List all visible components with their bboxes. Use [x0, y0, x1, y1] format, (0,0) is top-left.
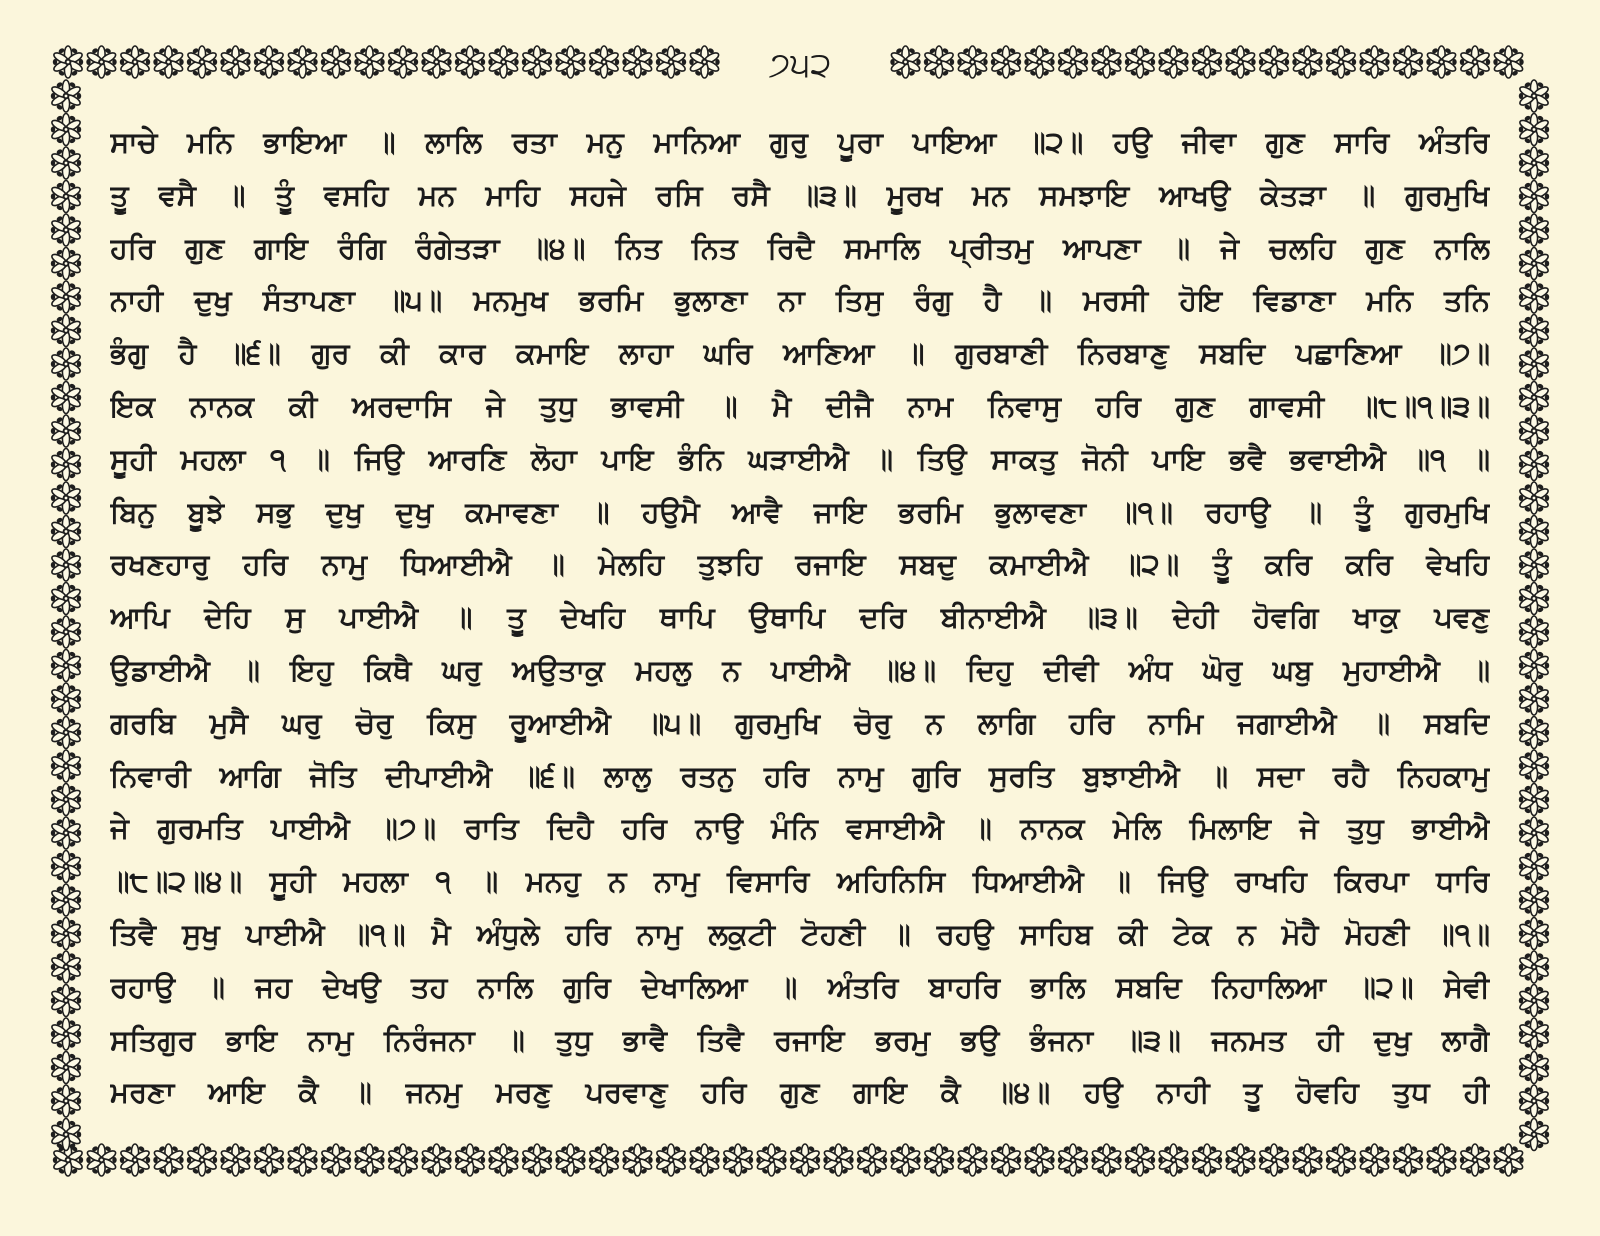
border-flower	[1518, 1052, 1549, 1084]
border-flower	[856, 1144, 887, 1176]
text-line: ਭੰਗੁ ਹੈ ॥੬॥ ਗੁਰ ਕੀ ਕਾਰ ਕਮਾਇ ਲਾਹਾ ਘਰਿ ਆਣਿਆ ॥ ਗੁਰਬਾਣੀ ਨਿਰਬਾਣੁ ਸਬਦਿ ਪਛਾਣਿਆ ॥੭॥	[110, 336, 1490, 371]
border-flower	[50, 616, 81, 648]
border-flower	[50, 181, 81, 213]
border-flower	[1024, 1144, 1055, 1176]
text-line: ਤਿਵੈ ਸੁਖੁ ਪਾਈਐ ॥੧॥ ਮੈ ਅੰਧੁਲੇ ਹਰਿ ਨਾਮੁ ਲਕੁਟੀ ਟੋਹਣੀ ॥ ਰਹਉ ਸਾਹਿਬ ਕੀ ਟੇਕ ਨ ਮੋਹੈ ਮੋਹਣੀ ॥੧॥	[110, 916, 1490, 951]
border-flower	[50, 214, 81, 246]
border-flower	[1518, 382, 1549, 414]
border-flower	[186, 1144, 217, 1176]
border-flower	[1518, 1018, 1549, 1050]
border-flower	[50, 482, 81, 514]
border-flower	[1359, 46, 1390, 78]
border-flower	[1292, 46, 1323, 78]
text-line: ਆਪਿ ਦੇਹਿ ਸੁ ਪਾਈਐ ॥ ਤੂ ਦੇਖਹਿ ਥਾਪਿ ਉਥਾਪਿ ਦਰਿ ਬੀਨਾਈਐ ॥੩॥ ਦੇਹੀ ਹੋਵਗਿ ਖਾਕੁ ਪਵਣੁ	[110, 600, 1490, 635]
border-flower	[923, 1144, 954, 1176]
border-flower	[1258, 46, 1289, 78]
border-flower	[387, 46, 418, 78]
border-flower	[1518, 248, 1549, 280]
border-flower	[1518, 985, 1549, 1017]
border-flower	[521, 1144, 552, 1176]
border-flower	[689, 1144, 720, 1176]
border-flower	[1518, 750, 1549, 782]
border-flower	[1191, 1144, 1222, 1176]
border-flower	[454, 46, 485, 78]
text-line: ਗਰਬਿ ਮੁਸੈ ਘਰੁ ਚੋਰੁ ਕਿਸੁ ਰੂਆਈਐ ॥੫॥ ਗੁਰਮੁਖਿ ਚੋਰੁ ਨ ਲਾਗਿ ਹਰਿ ਨਾਮਿ ਜਗਾਈਐ ॥ ਸਬਦਿ	[110, 705, 1490, 740]
border-flower	[1518, 650, 1549, 682]
border-flower	[555, 46, 586, 78]
border-flower	[253, 46, 284, 78]
border-flower	[354, 46, 385, 78]
border-flower	[1225, 46, 1256, 78]
border-flower	[50, 1018, 81, 1050]
border-flower	[50, 583, 81, 615]
page-number: ੭੫੨	[730, 40, 870, 90]
text-line: ਰਖਣਹਾਰੁ ਹਰਿ ਨਾਮੁ ਧਿਆਈਐ ॥ ਮੇਲਹਿ ਤੁਝਹਿ ਰਜਾਇ ਸਬਦੁ ਕਮਾਈਐ ॥੨॥ ਤੂੰ ਕਰਿ ਕਰਿ ਵੇਖਹਿ	[110, 547, 1490, 582]
border-flower	[689, 46, 720, 78]
border-flower	[1292, 1144, 1323, 1176]
border-flower	[1518, 851, 1549, 883]
border-flower	[488, 1144, 519, 1176]
border-flower	[50, 884, 81, 916]
border-flower	[1158, 1144, 1189, 1176]
border-flower	[756, 1144, 787, 1176]
border-flower	[50, 80, 81, 112]
border-flower	[50, 750, 81, 782]
border-flower	[722, 1144, 753, 1176]
border-flower	[287, 1144, 318, 1176]
text-line: ਬਿਨੁ ਬੂਝੇ ਸਭੁ ਦੁਖੁ ਦੁਖੁ ਕਮਾਵਣਾ ॥ ਹਉਮੈ ਆਵੈ ਜਾਇ ਭਰਮਿ ਭੁਲਾਵਣਾ ॥੧॥ ਰਹਾਉ ॥ ਤੂੰ ਗੁਰਮੁਖਿ	[110, 494, 1490, 529]
text-line: ਨਾਹੀ ਦੁਖੁ ਸੰਤਾਪਣਾ ॥੫॥ ਮਨਮੁਖ ਭਰਮਿ ਭੁਲਾਣਾ ਨਾ ਤਿਸੁ ਰੰਗੁ ਹੈ ॥ ਮਰਸੀ ਹੋਇ ਵਿਡਾਣਾ ਮਨਿ ਤਨਿ	[110, 283, 1490, 318]
border-flower	[1518, 80, 1549, 112]
text-line: ਤੂ ਵਸੈ ॥ ਤੂੰ ਵਸਹਿ ਮਨ ਮਾਹਿ ਸਹਜੇ ਰਸਿ ਰਸੈ ॥੩॥ ਮੂਰਖ ਮਨ ਸਮਝਾਇ ਆਖਉ ਕੇਤੜਾ ॥ ਗੁਰਮੁਖਿ	[110, 177, 1490, 212]
border-flower	[1518, 717, 1549, 749]
border-flower	[354, 1144, 385, 1176]
border-flower	[1057, 1144, 1088, 1176]
text-line: ਉਡਾਈਐ ॥ ਇਹੁ ਕਿਥੈ ਘਰੁ ਅਉਤਾਕੁ ਮਹਲੁ ਨ ਪਾਈਐ ॥੪॥ ਦਿਹੁ ਦੀਵੀ ਅੰਧ ਘੋਰੁ ਘਬੁ ਮੁਹਾਈਐ ॥	[110, 652, 1490, 687]
border-flower	[1493, 1144, 1524, 1176]
text-line: ॥੮॥੨॥੪॥ ਸੂਹੀ ਮਹਲਾ ੧ ॥ ਮਨਹੁ ਨ ਨਾਮੁ ਵਿਸਾਰਿ ਅਹਿਨਿਸਿ ਧਿਆਈਐ ॥ ਜਿਉ ਰਾਖਹਿ ਕਿਰਪਾ ਧਾਰਿ	[110, 864, 1490, 899]
border-flower	[1459, 46, 1490, 78]
scripture-text	[110, 116, 1490, 1110]
border-flower	[1518, 281, 1549, 313]
border-flower	[1392, 46, 1423, 78]
border-flower	[50, 817, 81, 849]
border-flower	[1518, 884, 1549, 916]
border-flower	[52, 46, 83, 78]
border-flower	[50, 1085, 81, 1117]
border-flower	[50, 549, 81, 581]
border-flower	[86, 46, 117, 78]
border-flower	[588, 1144, 619, 1176]
border-flower	[1518, 784, 1549, 816]
border-flower	[50, 683, 81, 715]
border-flower	[1518, 449, 1549, 481]
border-flower	[119, 1144, 150, 1176]
border-flower	[622, 1144, 653, 1176]
border-flower	[50, 415, 81, 447]
border-flower	[1518, 315, 1549, 347]
text-line: ਰਹਾਉ ॥ ਜਹ ਦੇਖਉ ਤਹ ਨਾਲਿ ਗੁਰਿ ਦੇਖਾਲਿਆ ॥ ਅੰਤਰਿ ਬਾਹਰਿ ਭਾਲਿ ਸਬਦਿ ਨਿਹਾਲਿਆ ॥੨॥ ਸੇਵੀ	[110, 969, 1490, 1004]
border-flower	[421, 1144, 452, 1176]
border-flower	[1225, 1144, 1256, 1176]
text-line: ਇਕ ਨਾਨਕ ਕੀ ਅਰਦਾਸਿ ਜੇ ਤੁਧੁ ਭਾਵਸੀ ॥ ਮੈ ਦੀਜੈ ਨਾਮ ਨਿਵਾਸੁ ਹਰਿ ਗੁਣ ਗਾਵਸੀ ॥੮॥੧॥੩॥	[110, 388, 1490, 423]
border-flower	[50, 1119, 81, 1151]
border-flower	[1057, 46, 1088, 78]
text-line: ਜੇ ਗੁਰਮਤਿ ਪਾਈਐ ॥੭॥ ਰਾਤਿ ਦਿਹੈ ਹਰਿ ਨਾਉ ਮੰਨਿ ਵਸਾਈਐ ॥ ਨਾਨਕ ਮੇਲਿ ਮਿਲਾਇ ਜੇ ਤੁਧੁ ਭਾਈਐ	[110, 811, 1490, 846]
border-flower	[50, 114, 81, 146]
border-flower	[119, 46, 150, 78]
text-line: ਸਾਚੇ ਮਨਿ ਭਾਇਆ ॥ ਲਾਲਿ ਰਤਾ ਮਨੁ ਮਾਨਿਆ ਗੁਰੁ ਪੂਰਾ ਪਾਇਆ ॥੨॥ ਹਉ ਜੀਵਾ ਗੁਣ ਸਾਰਿ ਅੰਤਰਿ	[110, 125, 1490, 159]
border-flower	[1359, 1144, 1390, 1176]
border-flower	[789, 1144, 820, 1176]
text-line: ਸਤਿਗੁਰ ਭਾਇ ਨਾਮੁ ਨਿਰੰਜਨਾ ॥ ਤੁਧੁ ਭਾਵੈ ਤਿਵੈ ਰਜਾਇ ਭਰਮੁ ਭਉ ਭੰਜਨਾ ॥੩॥ ਜਨਮਤ ਹੀ ਦੁਖੁ ਲਾਗੈ	[110, 1022, 1490, 1057]
border-flower	[1518, 147, 1549, 179]
border-flower	[1459, 1144, 1490, 1176]
border-flower	[1158, 46, 1189, 78]
border-flower	[421, 46, 452, 78]
border-flower	[923, 46, 954, 78]
border-flower	[50, 851, 81, 883]
border-flower	[50, 281, 81, 313]
border-flower	[50, 951, 81, 983]
border-flower	[1124, 1144, 1155, 1176]
border-flower	[50, 516, 81, 548]
border-flower	[1426, 46, 1457, 78]
border-flower	[1518, 1085, 1549, 1117]
border-flower	[50, 348, 81, 380]
border-flower	[1518, 516, 1549, 548]
border-flower	[823, 1144, 854, 1176]
border-flower	[488, 46, 519, 78]
border-flower	[153, 1144, 184, 1176]
border-flower	[1518, 482, 1549, 514]
border-flower	[1518, 817, 1549, 849]
border-flower	[50, 784, 81, 816]
text-line: ਸੂਹੀ ਮਹਲਾ ੧ ॥ ਜਿਉ ਆਰਣਿ ਲੋਹਾ ਪਾਇ ਭੰਨਿ ਘੜਾਈਐ ॥ ਤਿਉ ਸਾਕਤੁ ਜੋਨੀ ਪਾਇ ਭਵੈ ਭਵਾਈਐ ॥੧ ॥	[110, 441, 1490, 476]
border-flower	[1091, 1144, 1122, 1176]
border-flower	[1518, 616, 1549, 648]
border-flower	[890, 1144, 921, 1176]
border-flower	[1091, 46, 1122, 78]
border-flower	[1024, 46, 1055, 78]
border-flower	[990, 46, 1021, 78]
border-flower	[50, 147, 81, 179]
border-flower	[186, 46, 217, 78]
border-flower	[387, 1144, 418, 1176]
border-flower	[50, 985, 81, 1017]
border-flower	[50, 717, 81, 749]
border-flower	[1518, 114, 1549, 146]
border-flower	[890, 46, 921, 78]
border-flower	[50, 248, 81, 280]
border-flower	[1518, 214, 1549, 246]
border-flower	[1325, 46, 1356, 78]
border-flower	[957, 46, 988, 78]
border-flower	[1325, 1144, 1356, 1176]
border-flower	[50, 918, 81, 950]
border-flower	[655, 1144, 686, 1176]
border-flower	[454, 1144, 485, 1176]
border-flower	[1518, 549, 1549, 581]
border-flower	[320, 1144, 351, 1176]
border-flower	[1518, 951, 1549, 983]
border-flower	[1258, 1144, 1289, 1176]
border-flower	[153, 46, 184, 78]
text-line: ਹਰਿ ਗੁਣ ਗਾਇ ਰੰਗਿ ਰੰਗੇਤੜਾ ॥੪॥ ਨਿਤ ਨਿਤ ਰਿਦੈ ਸਮਾਲਿ ਪ੍ਰੀਤਮੁ ਆਪਣਾ ॥ ਜੇ ਚਲਹਿ ਗੁਣ ਨਾਲਿ	[110, 230, 1490, 265]
border-flower	[1518, 918, 1549, 950]
border-flower	[50, 449, 81, 481]
border-flower	[1191, 46, 1222, 78]
border-flower	[1518, 683, 1549, 715]
text-line: ਨਿਵਾਰੀ ਆਗਿ ਜੋਤਿ ਦੀਪਾਈਐ ॥੬॥ ਲਾਲੁ ਰਤਨੁ ਹਰਿ ਨਾਮੁ ਗੁਰਿ ਸੁਰਤਿ ਬੁਝਾਈਐ ॥ ਸਦਾ ਰਹੈ ਨਿਹਕਾਮੁ	[110, 758, 1490, 793]
border-flower	[86, 1144, 117, 1176]
border-flower	[1518, 415, 1549, 447]
border-flower	[220, 46, 251, 78]
border-flower	[1518, 583, 1549, 615]
border-flower	[50, 650, 81, 682]
border-flower	[220, 1144, 251, 1176]
border-flower	[957, 1144, 988, 1176]
border-flower	[521, 46, 552, 78]
border-flower	[287, 46, 318, 78]
border-flower	[555, 1144, 586, 1176]
border-flower	[1392, 1144, 1423, 1176]
border-flower	[1518, 348, 1549, 380]
border-flower	[50, 315, 81, 347]
border-flower	[1518, 181, 1549, 213]
border-flower	[1426, 1144, 1457, 1176]
border-flower	[253, 1144, 284, 1176]
border-flower	[622, 46, 653, 78]
border-flower	[1518, 1119, 1549, 1151]
border-flower	[990, 1144, 1021, 1176]
border-flower	[50, 1052, 81, 1084]
border-flower	[1493, 46, 1524, 78]
border-flower	[320, 46, 351, 78]
border-flower	[655, 46, 686, 78]
border-flower	[50, 382, 81, 414]
border-flower	[588, 46, 619, 78]
text-line: ਮਰਣਾ ਆਇ ਕੈ ॥ ਜਨਮੁ ਮਰਣੁ ਪਰਵਾਣੁ ਹਰਿ ਗੁਣ ਗਾਇ ਕੈ ॥੪॥ ਹਉ ਨਾਹੀ ਤੂ ਹੋਵਹਿ ਤੁਧ ਹੀ	[110, 1075, 1490, 1110]
border-flower	[1124, 46, 1155, 78]
